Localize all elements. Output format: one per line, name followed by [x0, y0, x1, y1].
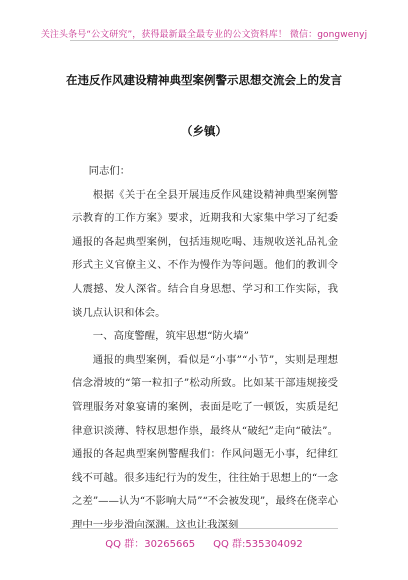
document-subtitle: （乡镇）: [181, 124, 227, 138]
footer: [0, 535, 408, 550]
salutation: 同志们：: [88, 165, 131, 177]
body-paragraph: 根据《关于在全县开展违反作风建设精神典型案例警示教育的工作方案》要求，近期我和大家集中学习了纪委通报的各起典型案例，包括违规吃喝、违规收送礼品礼金形式主义官僚主义、不作为慢作为等问题。他们的教训令人震撼、发人深省。结合自身思想、学习和工作实际，我谈几点认识和体会。: [72, 188, 338, 319]
footer-divider: [70, 528, 338, 529]
qq-group-1: QQ 群：30265665: [105, 539, 196, 550]
document-title: 在违反作风建设精神典型案例警示思想交流会上的发言: [66, 73, 342, 87]
top-banner: 关注头条号“公文研究”，获得最新最全最专业的公文资料库！ 微信：gongwenyj: [40, 30, 368, 40]
document-body: [72, 160, 338, 538]
section-heading: 一、高度警醒，筑牢思想“防火墙”: [92, 330, 249, 343]
qq-group-2: QQ 群:535304092: [213, 539, 303, 550]
header-divider: [70, 40, 338, 41]
body-paragraph: 通报的典型案例，看似是“小事”“小节”，实则是理想信念滑坡的“第一粒扣子”松动所致。比如某干部违规接受管理服务对象宴请的案例，表面是吃了一顿饭，实质是纪律意识淡薄、特权思想作祟，最终从“破纪”走向“破法”。通报的各起典型案例警醒我们：作风问题无小事，纪律红线不可越。很多违纪行为的发生，往往始于思想上的“一念之差”——认为“不影响大局”“不会被发现”，最终在侥幸心理中一步步滑向深渊。这也让我深刻: [72, 353, 338, 531]
